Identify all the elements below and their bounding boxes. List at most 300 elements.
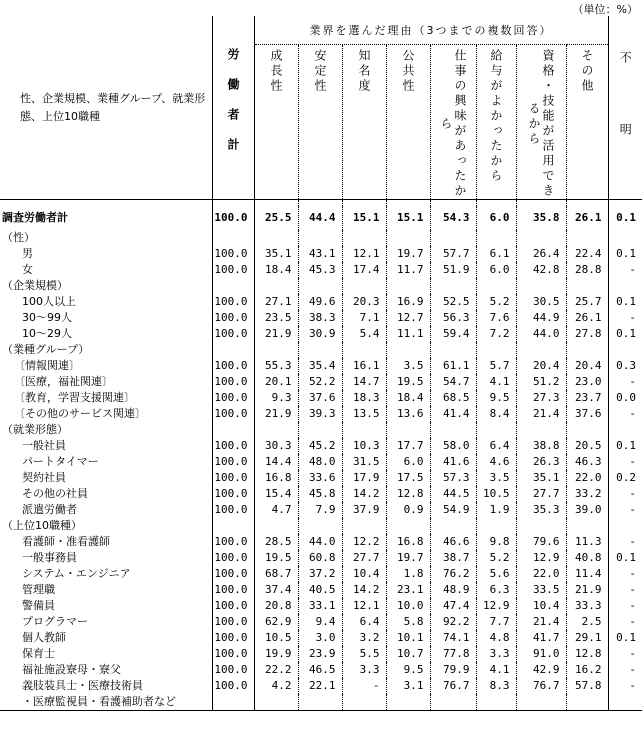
cell-value — [212, 422, 254, 438]
cell-value: - — [608, 262, 642, 278]
cell-value: 0.9 — [386, 502, 430, 518]
cell-value — [254, 694, 298, 711]
cell-value: 40.8 — [566, 550, 608, 566]
cell-value: 48.9 — [430, 582, 476, 598]
cell-value: 10.5 — [254, 630, 298, 646]
cell-value: 41.4 — [430, 406, 476, 422]
cell-value: 33.3 — [566, 598, 608, 614]
cell-value: 11.4 — [566, 566, 608, 582]
cell-value: 30.3 — [254, 438, 298, 454]
cell-value: 33.1 — [298, 598, 342, 614]
row-label: 管理職 — [22, 583, 55, 596]
cell-value: 18.4 — [386, 390, 430, 406]
cell-value — [430, 230, 476, 246]
cell-value: 100.0 — [212, 454, 254, 470]
cell-value: 10.5 — [476, 486, 516, 502]
cell-value: 23.9 — [298, 646, 342, 662]
cell-value: 6.1 — [476, 246, 516, 262]
cell-value: 46.6 — [430, 534, 476, 550]
row-label: 一般事務員 — [22, 551, 77, 564]
cell-value — [608, 342, 642, 358]
table-row — [0, 566, 642, 582]
cell-value: 19.7 — [386, 246, 430, 262]
cell-value: 20.1 — [254, 374, 298, 390]
row-label: （業種グループ） — [2, 343, 90, 356]
cell-value — [430, 422, 476, 438]
row-label: 男 — [22, 247, 33, 260]
cell-value: 12.9 — [476, 598, 516, 614]
cell-value: 16.1 — [342, 358, 386, 374]
table-row — [0, 470, 642, 486]
cell-value: 100.0 — [212, 294, 254, 310]
cell-value: 100.0 — [212, 614, 254, 630]
cell-value: 44.9 — [516, 310, 566, 326]
cell-value: 6.4 — [342, 614, 386, 630]
row-label: 義肢装具士・医療技術員 — [22, 679, 143, 692]
cell-value — [386, 518, 430, 534]
cell-value: - — [608, 662, 642, 678]
cell-value: 100.0 — [212, 438, 254, 454]
table-row — [0, 454, 642, 470]
cell-value: 0.1 — [608, 630, 642, 646]
table-row — [0, 438, 642, 454]
cell-value: 100.0 — [212, 374, 254, 390]
table-row — [0, 598, 642, 614]
cell-value: 11.3 — [566, 534, 608, 550]
row-label: システム・エンジニア — [22, 567, 131, 580]
cell-value: 100.0 — [212, 534, 254, 550]
cell-value: 44.0 — [298, 534, 342, 550]
cell-value: 37.6 — [298, 390, 342, 406]
cell-value: 76.2 — [430, 566, 476, 582]
cell-value — [386, 694, 430, 711]
row-label: 警備員 — [22, 599, 55, 612]
table-row — [0, 550, 642, 566]
cell-value: 18.4 — [254, 262, 298, 278]
cell-value: 28.8 — [566, 262, 608, 278]
cell-value: 5.6 — [476, 566, 516, 582]
unit-label: （単位：%） — [572, 3, 638, 16]
cell-value: 4.7 — [254, 502, 298, 518]
cell-value: 39.0 — [566, 502, 608, 518]
cell-value — [298, 278, 342, 294]
cell-value: 26.1 — [566, 310, 608, 326]
cell-value — [212, 342, 254, 358]
cell-value: 16.2 — [566, 662, 608, 678]
cell-value: 7.7 — [476, 614, 516, 630]
row-label: 10～29人 — [22, 327, 72, 340]
cell-value — [254, 422, 298, 438]
cell-value — [516, 422, 566, 438]
cell-value: 35.3 — [516, 502, 566, 518]
cell-value — [430, 518, 476, 534]
cell-value: 0.0 — [608, 390, 642, 406]
cell-value — [566, 278, 608, 294]
cell-value — [608, 518, 642, 534]
cell-value: 33.2 — [566, 486, 608, 502]
row-label: 30～99人 — [22, 311, 72, 324]
reason-column-header: 安定性 — [298, 45, 342, 200]
cell-value: 57.3 — [430, 470, 476, 486]
cell-value: 10.3 — [342, 438, 386, 454]
category-row — [0, 230, 642, 246]
cell-value: 56.3 — [430, 310, 476, 326]
cell-value: 38.8 — [516, 438, 566, 454]
cell-value: 17.5 — [386, 470, 430, 486]
cell-value: 44.4 — [298, 206, 342, 230]
cell-value: 39.3 — [298, 406, 342, 422]
cell-value — [386, 278, 430, 294]
cell-value — [476, 342, 516, 358]
cell-value: 27.1 — [254, 294, 298, 310]
cell-value: 62.9 — [254, 614, 298, 630]
cell-value: 52.2 — [298, 374, 342, 390]
table-row — [0, 502, 642, 518]
cell-value — [386, 230, 430, 246]
total-column-header: 労働者計 — [212, 16, 254, 200]
cell-value: 0.1 — [608, 294, 642, 310]
cell-value: 61.1 — [430, 358, 476, 374]
cell-value: 23.1 — [386, 582, 430, 598]
cell-value: 38.7 — [430, 550, 476, 566]
cell-value: 22.4 — [566, 246, 608, 262]
cell-value: 23.7 — [566, 390, 608, 406]
cell-value: 14.2 — [342, 486, 386, 502]
cell-value: 20.3 — [342, 294, 386, 310]
cell-value: 12.7 — [386, 310, 430, 326]
cell-value — [516, 278, 566, 294]
row-label: プログラマー — [22, 615, 88, 628]
cell-value: 12.9 — [516, 550, 566, 566]
reason-column-header: 資格・技能が活用できるから — [516, 45, 566, 200]
cell-value: 1.9 — [476, 502, 516, 518]
cell-value: 7.9 — [298, 502, 342, 518]
cell-value: 37.4 — [254, 582, 298, 598]
cell-value: 5.5 — [342, 646, 386, 662]
cell-value — [476, 694, 516, 711]
cell-value: 42.8 — [516, 262, 566, 278]
cell-value: 17.9 — [342, 470, 386, 486]
table-row — [0, 678, 642, 694]
table-row — [0, 486, 642, 502]
cell-value: 77.8 — [430, 646, 476, 662]
cell-value — [516, 694, 566, 711]
cell-value: 58.0 — [430, 438, 476, 454]
cell-value: 3.3 — [342, 662, 386, 678]
cell-value — [516, 230, 566, 246]
cell-value: 20.4 — [566, 358, 608, 374]
cell-value: 13.5 — [342, 406, 386, 422]
reason-column-header: 成長性 — [254, 45, 298, 200]
cell-value — [566, 694, 608, 711]
cell-value: 13.6 — [386, 406, 430, 422]
cell-value — [516, 518, 566, 534]
cell-value: 68.5 — [430, 390, 476, 406]
cell-value: 68.7 — [254, 566, 298, 582]
cell-value — [386, 342, 430, 358]
cell-value: 35.8 — [516, 206, 566, 230]
cell-value — [430, 694, 476, 711]
cell-value: 4.8 — [476, 630, 516, 646]
cell-value: - — [608, 582, 642, 598]
cell-value: 45.3 — [298, 262, 342, 278]
cell-value: 0.3 — [608, 358, 642, 374]
cell-value: 92.2 — [430, 614, 476, 630]
cell-value: 79.9 — [430, 662, 476, 678]
cell-value: 9.8 — [476, 534, 516, 550]
cell-value — [298, 518, 342, 534]
cell-value: 15.4 — [254, 486, 298, 502]
cell-value: 27.7 — [516, 486, 566, 502]
cell-value: 100.0 — [212, 358, 254, 374]
cell-value: - — [608, 566, 642, 582]
cell-value: 3.1 — [386, 678, 430, 694]
cell-value — [298, 230, 342, 246]
cell-value: 23.5 — [254, 310, 298, 326]
cell-value: 5.4 — [342, 326, 386, 342]
row-label: 個人教師 — [22, 631, 66, 644]
row-label: 一般社員 — [22, 439, 66, 452]
row-label: （就業形態） — [2, 423, 68, 436]
cell-value: 1.8 — [386, 566, 430, 582]
row-label: 〔その他のサービス関連〕 — [14, 407, 146, 420]
cell-value — [254, 518, 298, 534]
cell-value: 6.0 — [476, 206, 516, 230]
cell-value: 10.4 — [342, 566, 386, 582]
cell-value: 20.8 — [254, 598, 298, 614]
cell-value: - — [608, 534, 642, 550]
row-label: 福祉施設寮母・寮父 — [22, 663, 121, 676]
cell-value — [386, 422, 430, 438]
cell-value: 100.0 — [212, 662, 254, 678]
cell-value: 14.7 — [342, 374, 386, 390]
cell-value: 11.1 — [386, 326, 430, 342]
cell-value: 3.3 — [476, 646, 516, 662]
cell-value: 14.2 — [342, 582, 386, 598]
cell-value: 6.0 — [476, 262, 516, 278]
cell-value: 0.1 — [608, 206, 642, 230]
cell-value: 76.7 — [430, 678, 476, 694]
cell-value: 22.2 — [254, 662, 298, 678]
cell-value: - — [608, 646, 642, 662]
cell-value: 9.3 — [254, 390, 298, 406]
cell-value: 0.1 — [608, 550, 642, 566]
cell-value — [608, 278, 642, 294]
table-row — [0, 662, 642, 678]
cell-value: 12.2 — [342, 534, 386, 550]
cell-value: 4.1 — [476, 662, 516, 678]
table-row — [0, 358, 642, 374]
total-row — [0, 206, 642, 230]
cell-value: 18.3 — [342, 390, 386, 406]
row-label: （性） — [2, 231, 35, 244]
row-label: 調査労働者計 — [2, 211, 68, 224]
cell-value: 21.9 — [254, 406, 298, 422]
cell-value — [212, 518, 254, 534]
cell-value: - — [608, 310, 642, 326]
cell-value: 91.0 — [516, 646, 566, 662]
cell-value: 45.8 — [298, 486, 342, 502]
cell-value — [608, 230, 642, 246]
cell-value: - — [608, 406, 642, 422]
cell-value — [342, 342, 386, 358]
cell-value: 6.0 — [386, 454, 430, 470]
cell-value: 22.0 — [566, 470, 608, 486]
cell-value: 20.5 — [566, 438, 608, 454]
cell-value: - — [342, 678, 386, 694]
cell-value: 54.3 — [430, 206, 476, 230]
cell-value: 100.0 — [212, 310, 254, 326]
cell-value — [298, 342, 342, 358]
table-row — [0, 374, 642, 390]
survey-table — [0, 16, 642, 711]
cell-value — [254, 278, 298, 294]
cell-value — [342, 422, 386, 438]
cell-value: 9.4 — [298, 614, 342, 630]
cell-value: 20.4 — [516, 358, 566, 374]
cell-value: 6.4 — [476, 438, 516, 454]
cell-value: 22.0 — [516, 566, 566, 582]
cell-value: 7.1 — [342, 310, 386, 326]
table-row — [0, 246, 642, 262]
cell-value: 76.7 — [516, 678, 566, 694]
cell-value: 26.3 — [516, 454, 566, 470]
cell-value — [342, 278, 386, 294]
row-label: 〔教育，学習支援関連〕 — [14, 391, 135, 404]
cell-value — [608, 694, 642, 711]
cell-value: - — [608, 502, 642, 518]
cell-value: 52.5 — [430, 294, 476, 310]
cell-value: 46.3 — [566, 454, 608, 470]
row-label: ・医療監視員・看護補助者など — [0, 694, 212, 711]
table-row — [0, 390, 642, 406]
cell-value: 2.5 — [566, 614, 608, 630]
cell-value: - — [608, 374, 642, 390]
cell-value — [566, 342, 608, 358]
cell-value: 100.0 — [212, 206, 254, 230]
cell-value: 100.0 — [212, 246, 254, 262]
table-row — [0, 534, 642, 550]
cell-value: 8.4 — [476, 406, 516, 422]
cell-value: 16.8 — [386, 534, 430, 550]
cell-value: 3.2 — [342, 630, 386, 646]
cell-value: 12.1 — [342, 598, 386, 614]
row-label: （上位10職種） — [2, 519, 82, 532]
cell-value: - — [608, 486, 642, 502]
row-label: 〔医療，福祉関連〕 — [14, 375, 113, 388]
cell-value: 30.5 — [516, 294, 566, 310]
cell-value: 46.5 — [298, 662, 342, 678]
cell-value: 100.0 — [212, 470, 254, 486]
cell-value: 100.0 — [212, 326, 254, 342]
cell-value: 27.3 — [516, 390, 566, 406]
cell-value: - — [608, 678, 642, 694]
reason-column-header: 仕事の興味があったから — [430, 45, 476, 200]
cell-value: 9.5 — [386, 662, 430, 678]
cell-value: 7.2 — [476, 326, 516, 342]
cell-value: 19.5 — [386, 374, 430, 390]
cell-value — [608, 422, 642, 438]
reason-column-header: 公共性 — [386, 45, 430, 200]
reason-group-header: 業界を選んだ理由（3つまでの複数回答） — [254, 16, 608, 45]
row-label: 契約社員 — [22, 471, 66, 484]
row-label: 看護師・准看護師 — [22, 535, 110, 548]
reason-column-header: 知名度 — [342, 45, 386, 200]
reason-column-header: 給与がよかったから — [476, 45, 516, 200]
cell-value: 48.0 — [298, 454, 342, 470]
category-row — [0, 518, 642, 534]
cell-value: 12.8 — [386, 486, 430, 502]
cell-value: 55.3 — [254, 358, 298, 374]
cell-value: 10.1 — [386, 630, 430, 646]
cell-value: 57.7 — [430, 246, 476, 262]
cell-value: 17.7 — [386, 438, 430, 454]
cell-value: 57.8 — [566, 678, 608, 694]
cell-value — [516, 342, 566, 358]
cell-value: 19.9 — [254, 646, 298, 662]
cell-value — [566, 422, 608, 438]
cell-value: 45.2 — [298, 438, 342, 454]
cell-value: 4.6 — [476, 454, 516, 470]
cell-value: 41.7 — [516, 630, 566, 646]
category-row — [0, 422, 642, 438]
cell-value: 4.2 — [254, 678, 298, 694]
table-row — [0, 310, 642, 326]
cell-value: 100.0 — [212, 390, 254, 406]
row-label: 100人以上 — [22, 295, 76, 308]
cell-value: 38.3 — [298, 310, 342, 326]
cell-value: 35.4 — [298, 358, 342, 374]
cell-value: 10.7 — [386, 646, 430, 662]
cell-value — [342, 230, 386, 246]
cell-value: 7.6 — [476, 310, 516, 326]
cell-value: 43.1 — [298, 246, 342, 262]
cell-value: 0.1 — [608, 438, 642, 454]
cell-value — [212, 230, 254, 246]
table-row — [0, 294, 642, 310]
cell-value: 10.0 — [386, 598, 430, 614]
row-label: その他の社員 — [22, 487, 88, 500]
cell-value: 100.0 — [212, 582, 254, 598]
cell-value: 21.9 — [254, 326, 298, 342]
cell-value: 0.2 — [608, 470, 642, 486]
cell-value: 22.1 — [298, 678, 342, 694]
row-label: 保育士 — [22, 647, 55, 660]
table-row — [0, 614, 642, 630]
cell-value: 19.5 — [254, 550, 298, 566]
cell-value: 100.0 — [212, 502, 254, 518]
cell-value: 40.5 — [298, 582, 342, 598]
cell-value: 100.0 — [212, 566, 254, 582]
cell-value: 100.0 — [212, 678, 254, 694]
cell-value: - — [608, 598, 642, 614]
table-row — [0, 630, 642, 646]
cell-value: 44.5 — [430, 486, 476, 502]
cell-value: 21.4 — [516, 614, 566, 630]
cell-value: 35.1 — [516, 470, 566, 486]
cell-value: 3.5 — [476, 470, 516, 486]
cell-value: 5.2 — [476, 550, 516, 566]
cell-value: 3.5 — [386, 358, 430, 374]
cell-value: 5.7 — [476, 358, 516, 374]
cell-value: 100.0 — [212, 550, 254, 566]
row-label: 派遣労働者 — [22, 503, 77, 516]
cell-value: 33.5 — [516, 582, 566, 598]
cell-value: 44.0 — [516, 326, 566, 342]
cell-value: 12.1 — [342, 246, 386, 262]
row-label: パートタイマー — [22, 455, 99, 468]
cell-value — [430, 278, 476, 294]
